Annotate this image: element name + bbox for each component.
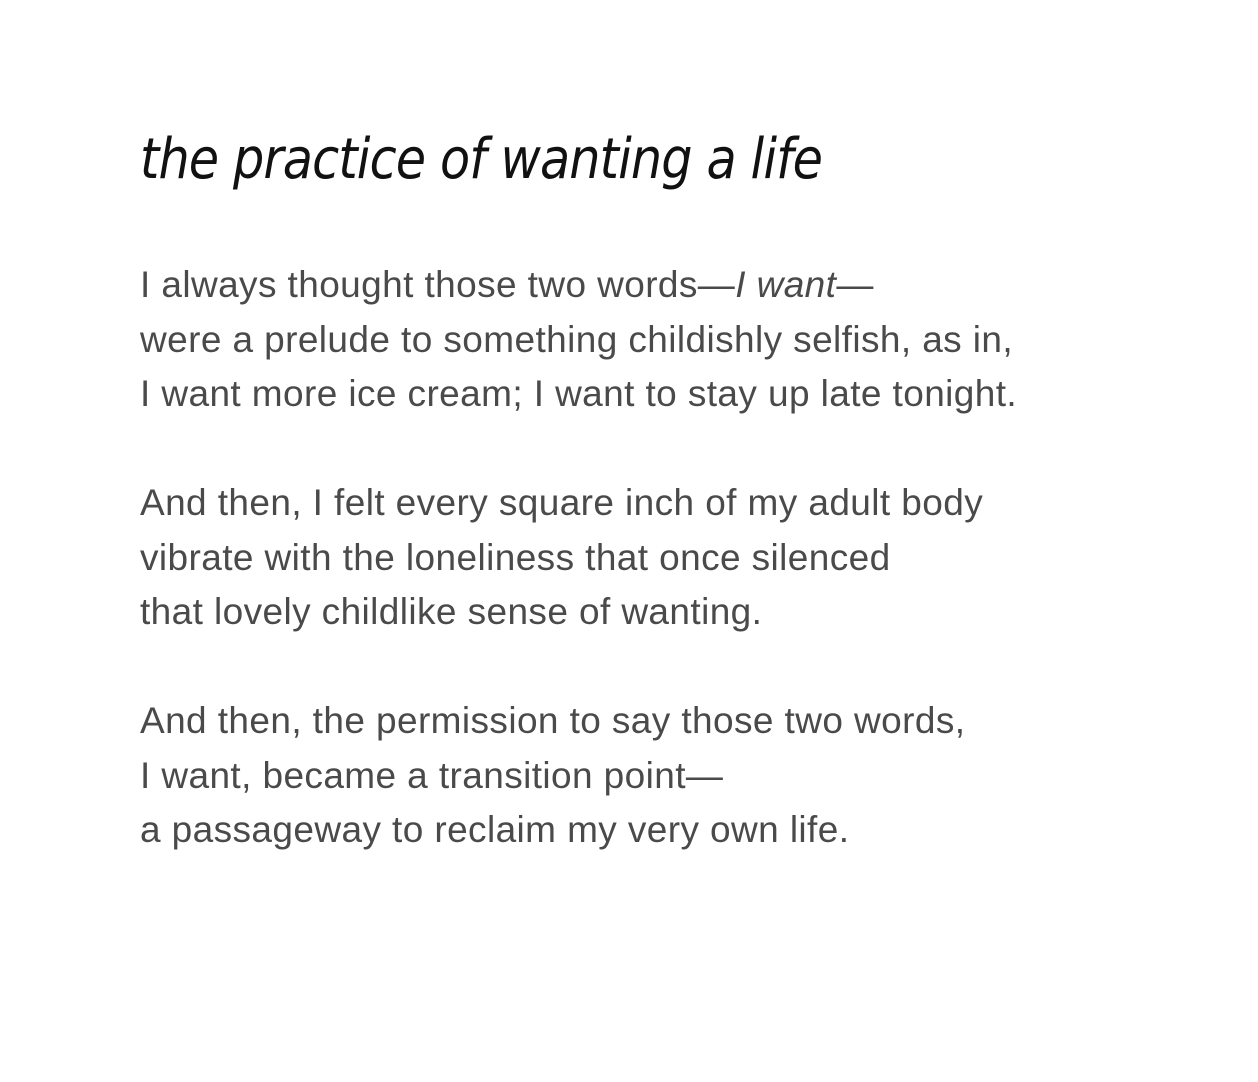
poem-line: were a prelude to something childishly selfish, as in, <box>140 318 1014 360</box>
line-text: — <box>836 264 874 305</box>
poem-line: And then, the permission to say those two words, <box>140 700 966 741</box>
poem-line: I want more ice cream; I want to stay up late tonight. <box>140 373 1018 414</box>
poem-title: the practice of wanting a life <box>140 127 823 192</box>
emphasized-text: I want <box>735 264 837 305</box>
poem-body <box>140 258 1200 858</box>
line-text: I always thought those two words— <box>140 264 736 305</box>
poem-line: And then, I felt every square inch of my adult body <box>140 482 984 523</box>
poem-line: I want, became a transition point— <box>140 754 724 796</box>
poem-line: vibrate with the loneliness that once silenced <box>140 536 891 578</box>
poem-line: a passageway to reclaim my very own life. <box>140 809 850 850</box>
stanza-3 <box>140 694 1200 858</box>
poem-page <box>140 118 1200 858</box>
poem-line <box>140 258 1200 313</box>
stanza-2 <box>140 476 1200 640</box>
poem-line: that lovely childlike sense of wanting. <box>140 591 763 632</box>
stanza-1 <box>140 258 1200 422</box>
